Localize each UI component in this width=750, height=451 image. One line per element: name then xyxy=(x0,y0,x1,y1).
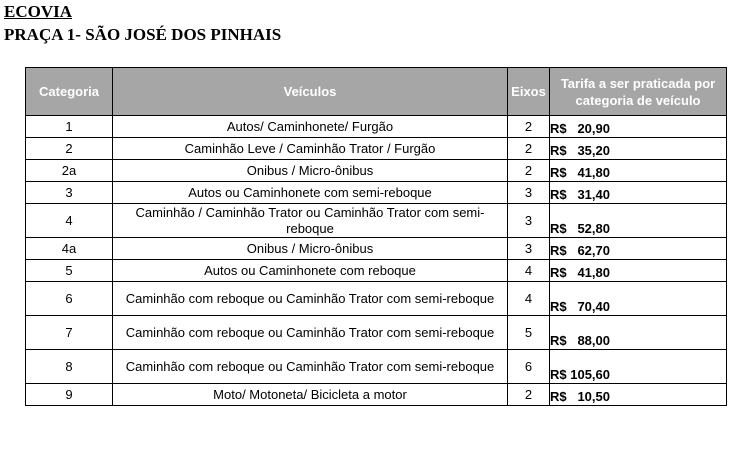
veiculos-cell: Caminhão com reboque ou Caminhão Trator com semi-reboque xyxy=(113,350,508,384)
eixos-cell: 2 xyxy=(508,160,550,182)
categoria-cell: 1 xyxy=(26,116,113,138)
table-row xyxy=(26,204,727,238)
document-subtitle: PRAÇA 1- SÃO JOSÉ DOS PINHAIS xyxy=(4,25,282,44)
eixos-cell: 4 xyxy=(508,282,550,316)
veiculos-cell: Caminhão com reboque ou Caminhão Trator com semi-reboque xyxy=(113,282,508,316)
veiculos-cell: Autos/ Caminhonete/ Furgão xyxy=(113,116,508,138)
categoria-cell: 2a xyxy=(26,160,113,182)
categoria-cell: 7 xyxy=(26,316,113,350)
categoria-cell: 2 xyxy=(26,138,113,160)
eixos-cell: 2 xyxy=(508,384,550,406)
table-row xyxy=(26,350,727,384)
categoria-cell: 4a xyxy=(26,238,113,260)
table-row xyxy=(26,238,727,260)
table-row xyxy=(26,282,727,316)
categoria-cell: 3 xyxy=(26,182,113,204)
tarifa-cell: R$ 10,50 xyxy=(550,384,727,406)
column-header-tarifa: Tarifa a ser praticada por categoria de veículo xyxy=(550,68,727,116)
column-header-categoria: Categoria xyxy=(26,68,113,116)
tarifa-cell: R$ 35,20 xyxy=(550,138,727,160)
eixos-cell: 6 xyxy=(508,350,550,384)
tarifa-cell: R$ 31,40 xyxy=(550,182,727,204)
table-row xyxy=(26,116,727,138)
eixos-cell: 4 xyxy=(508,260,550,282)
tarifa-cell: R$ 105,60 xyxy=(550,350,727,384)
table-row xyxy=(26,182,727,204)
veiculos-cell: Caminhão com reboque ou Caminhão Trator com semi-reboque xyxy=(113,316,508,350)
document-title: ECOVIA xyxy=(4,2,73,21)
tarifa-cell: R$ 52,80 xyxy=(550,204,727,238)
table-row xyxy=(26,384,727,406)
tariff-table xyxy=(25,67,727,406)
categoria-cell: 5 xyxy=(26,260,113,282)
categoria-cell: 6 xyxy=(26,282,113,316)
eixos-cell: 3 xyxy=(508,204,550,238)
categoria-cell: 8 xyxy=(26,350,113,384)
veiculos-cell: Onibus / Micro-ônibus xyxy=(113,160,508,182)
veiculos-cell: Moto/ Motoneta/ Bicicleta a motor xyxy=(113,384,508,406)
veiculos-cell: Autos ou Caminhonete com reboque xyxy=(113,260,508,282)
veiculos-cell: Caminhão Leve / Caminhão Trator / Furgão xyxy=(113,138,508,160)
tarifa-cell: R$ 62,70 xyxy=(550,238,727,260)
table-row xyxy=(26,138,727,160)
table-row xyxy=(26,316,727,350)
veiculos-cell: Onibus / Micro-ônibus xyxy=(113,238,508,260)
eixos-cell: 2 xyxy=(508,138,550,160)
eixos-cell: 2 xyxy=(508,116,550,138)
column-header-eixos: Eixos xyxy=(508,68,550,116)
eixos-cell: 3 xyxy=(508,238,550,260)
tarifa-cell: R$ 70,40 xyxy=(550,282,727,316)
eixos-cell: 5 xyxy=(508,316,550,350)
column-header-veiculos: Veículos xyxy=(113,68,508,116)
tarifa-cell: R$ 41,80 xyxy=(550,160,727,182)
tarifa-cell: R$ 41,80 xyxy=(550,260,727,282)
eixos-cell: 3 xyxy=(508,182,550,204)
veiculos-cell: Autos ou Caminhonete com semi-reboque xyxy=(113,182,508,204)
categoria-cell: 9 xyxy=(26,384,113,406)
veiculos-cell: Caminhão / Caminhão Trator ou Caminhão Trator com semi-reboque xyxy=(113,204,508,238)
categoria-cell: 4 xyxy=(26,204,113,238)
table-row xyxy=(26,160,727,182)
tarifa-cell: R$ 88,00 xyxy=(550,316,727,350)
table-row xyxy=(26,260,727,282)
tarifa-cell: R$ 20,90 xyxy=(550,116,727,138)
